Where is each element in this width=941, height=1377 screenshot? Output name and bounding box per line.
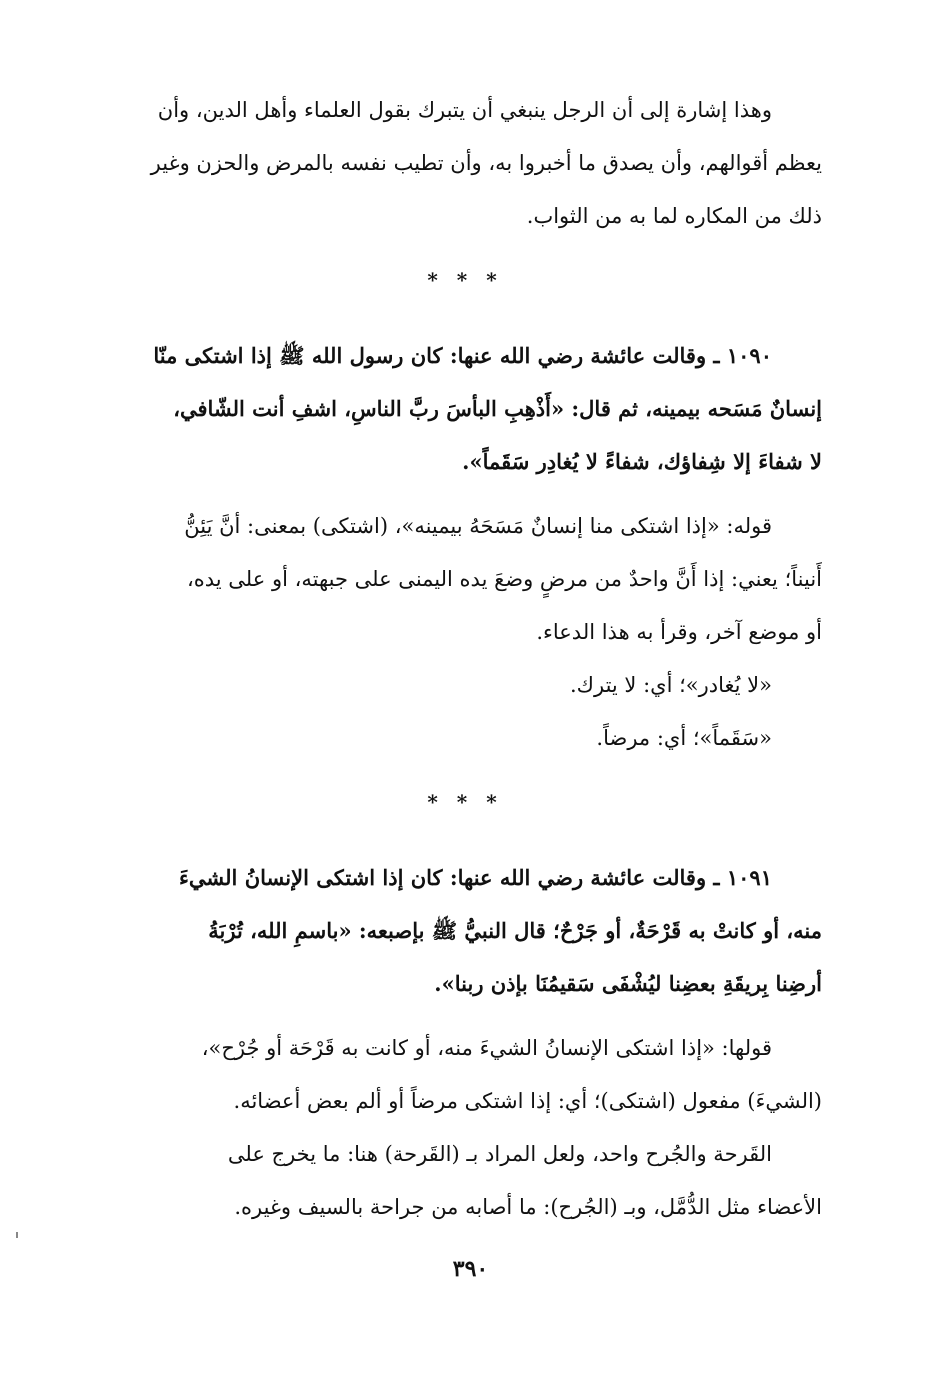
hadith-1090 [108,329,822,488]
intro-line: يعظم أقوالهم، وأن يصدق ما أخبروا به، وأن تطيب نفسه بالمرض والحزن وغير [150,151,822,175]
commentary-line: أَنيناً؛ يعني: إذا أَنَّ واحدٌ من مرضٍ وضعَ يده اليمنى على جبهته، أو على يده، [186,567,822,591]
intro-line: ذلك من المكاره لما به من الثواب. [526,204,822,228]
scan-edge-mark [16,1232,18,1238]
commentary-1091 [108,1022,822,1234]
hadith-line: منه، أو كانتْ به قَرْحَةٌ، أو جَرْحٌ؛ قال النبيُّ ﷺ بإصبعه: «باسمِ الله، تُرْبَةُ [208,918,822,943]
commentary-line: «لا يُغادر»؛ أي: لا يترك. [570,673,772,697]
commentary-line: قولها: «إذا اشتكى الإنسانُ الشيءَ منه، أو كانت به قَرْحَة أو جُرْح»، [201,1036,772,1060]
commentary-line: قوله: «إذا اشتكى منا إنسانٌ مَسَحَهُ بيمينه»، (اشتكى) بمعنى: أنَّ يَئِنُّ [184,514,772,538]
commentary-line: القَرحة والجُرح واحد، ولعل المراد بـ (القَرحة) هنا: ما يخرج على [227,1142,772,1166]
page-number: ٣٩٠ [452,1256,489,1282]
hadith-line: ١٠٩١ ـ وقالت عائشة رضي الله عنها: كان إذا اشتكى الإنسانُ الشيءَ [179,865,772,890]
hadith-line: إنسانٌ مَسَحه بيمينه، ثم قال: «أَذْهِبِ البأسَ ربَّ الناسِ، اشفِ أنت الشّافي، [173,396,822,421]
section-separator: * * * [427,268,503,292]
intro-paragraph [108,84,822,243]
commentary-line: (الشيءَ) مفعول (اشتكى)؛ أي: إذا اشتكى مرضاً أو ألم بعض أعضائه. [233,1089,822,1113]
section-separator: * * * [427,790,503,814]
commentary-line: الأعضاء مثل الدُّمَّل، وبـ (الجُرح): ما أصابه من جراحة بالسيف وغيره. [234,1195,822,1219]
hadith-1091 [108,851,822,1010]
intro-line: وهذا إشارة إلى أن الرجل ينبغي أن يتبرك بقول العلماء وأهل الدين، وأن [157,98,772,122]
hadith-line: لا شفاءَ إلا شِفاؤك، شفاءً لا يُغادِر سَقَماً». [462,449,822,474]
hadith-line: أرضِنا بِريقَةِ بعضِنا ليُشْفَى سَقيمُنَا بإذن ربنا». [434,971,822,996]
hadith-line: ١٠٩٠ ـ وقالت عائشة رضي الله عنها: كان رسول الله ﷺ إذا اشتكى منّا [153,343,772,368]
commentary-1090 [108,500,822,765]
commentary-line: أو موضع آخر، وقرأ به هذا الدعاء. [536,620,822,644]
page-body [108,84,822,1234]
commentary-line: «سَقَماً»؛ أي: مرضاً. [596,726,772,750]
